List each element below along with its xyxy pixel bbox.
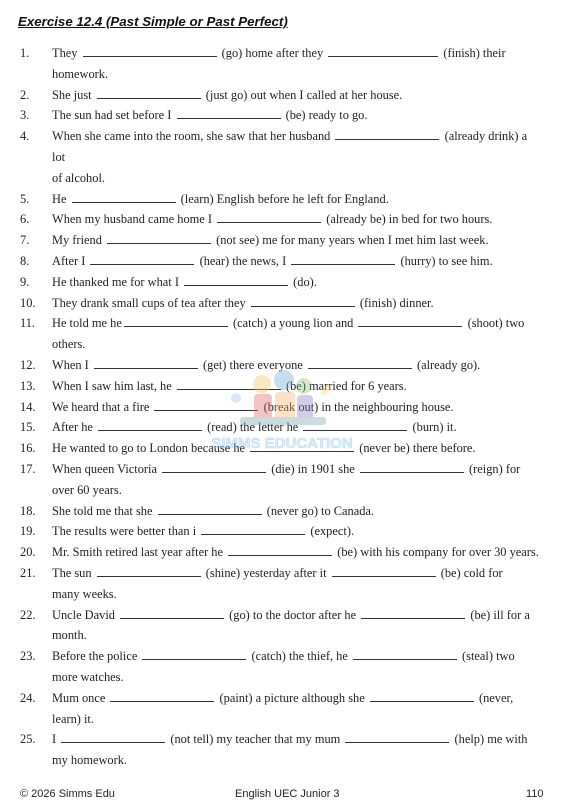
answer-blank[interactable]	[303, 418, 407, 431]
item-text: Mum once	[52, 690, 109, 705]
item-line	[52, 480, 539, 501]
item-text: (catch) the thief, he	[248, 649, 351, 664]
item-text: (be) married for 6 years.	[282, 378, 407, 393]
answer-blank[interactable]	[184, 273, 288, 286]
item-number: 21.	[20, 565, 36, 580]
item-text: We heard that a fire	[52, 399, 153, 414]
item-line	[52, 563, 539, 584]
item-text: He wanted to go to London because he	[52, 441, 249, 456]
item-text: others.	[52, 337, 86, 352]
item-number: 20.	[20, 545, 36, 560]
item-line	[52, 646, 539, 667]
answer-blank[interactable]	[308, 356, 412, 369]
exercise-item	[0, 313, 561, 355]
item-line	[52, 397, 539, 418]
item-line	[52, 126, 539, 168]
item-text: When she came into the room, she saw that her husband	[52, 129, 334, 144]
item-number: 13.	[20, 378, 36, 393]
item-line	[52, 584, 539, 605]
exercise-item	[0, 126, 561, 188]
answer-blank[interactable]	[158, 502, 262, 515]
item-number: 8.	[20, 253, 30, 268]
exercise-item	[0, 646, 561, 688]
answer-blank[interactable]	[370, 689, 474, 702]
answer-blank[interactable]	[142, 647, 246, 660]
item-number: 2.	[20, 87, 30, 102]
watermark-text: SIMMS EDUCATION	[211, 435, 353, 452]
item-text: (do).	[290, 274, 317, 289]
exercise-item	[0, 209, 561, 230]
item-line	[52, 168, 539, 189]
item-line	[52, 542, 539, 563]
item-line	[52, 605, 539, 626]
page-number: 110	[526, 788, 544, 800]
answer-blank[interactable]	[353, 647, 457, 660]
item-text: (already go).	[413, 357, 481, 372]
item-number: 1.	[20, 46, 30, 60]
exercise-item	[0, 542, 561, 563]
item-text: The results were better than i	[52, 524, 200, 539]
item-number: 14.	[20, 399, 36, 414]
item-text: of alcohol.	[52, 170, 105, 185]
answer-blank[interactable]	[332, 564, 436, 577]
item-line	[52, 272, 539, 293]
exercise-item	[0, 189, 561, 210]
item-text: (already drink) a lot	[52, 129, 531, 164]
answer-blank[interactable]	[177, 377, 281, 390]
item-number: 9.	[20, 274, 30, 289]
item-text: Before the police	[52, 649, 141, 664]
item-text: Uncle David	[52, 607, 119, 622]
answer-blank[interactable]	[120, 606, 224, 619]
item-line	[52, 709, 539, 730]
answer-blank[interactable]	[328, 44, 438, 57]
answer-blank[interactable]	[98, 418, 202, 431]
answer-blank[interactable]	[154, 398, 258, 411]
exercise-item	[0, 417, 561, 438]
item-text: She told me that she	[52, 503, 156, 518]
answer-blank[interactable]	[107, 231, 211, 244]
item-text: (go) home after they	[218, 46, 327, 60]
answer-blank[interactable]	[177, 106, 281, 119]
item-text: (be) ready to go.	[282, 108, 368, 123]
item-text: (not tell) my teacher that my mum	[167, 732, 344, 747]
item-text: (hurry) to see him.	[397, 253, 493, 268]
item-line	[52, 43, 539, 85]
exercise-item	[0, 501, 561, 522]
exercise-item	[0, 729, 561, 771]
item-number: 7.	[20, 233, 30, 248]
item-text: (get) there everyone	[199, 357, 306, 372]
item-text: over 60 years.	[52, 482, 122, 497]
item-text: (learn) English before he left for England.	[177, 191, 389, 206]
item-text: They drank small cups of tea after they	[52, 295, 249, 310]
item-line	[52, 334, 539, 355]
item-number: 10.	[20, 295, 36, 310]
item-text: When my husband came home I	[52, 212, 216, 227]
item-line	[52, 417, 539, 438]
item-text: (break out) in the neighbouring house.	[260, 399, 454, 414]
item-number: 22.	[20, 607, 36, 622]
item-line	[52, 355, 539, 376]
item-text: (be) with his company for over 30 years.	[334, 545, 539, 560]
item-line	[52, 729, 539, 750]
exercise-item	[0, 230, 561, 251]
answer-blank[interactable]	[345, 730, 449, 743]
item-line	[52, 209, 539, 230]
item-text: (never be) there before.	[356, 441, 476, 456]
item-line	[52, 625, 539, 646]
item-text: (shoot) two	[464, 316, 525, 331]
item-text: (hear) the news, I	[196, 253, 290, 268]
answer-blank[interactable]	[83, 44, 217, 57]
exercise-item	[0, 251, 561, 272]
item-line	[52, 750, 539, 771]
item-line	[52, 251, 539, 272]
item-number: 18.	[20, 503, 36, 518]
item-line	[52, 438, 539, 459]
item-line	[52, 189, 539, 210]
item-line	[52, 230, 539, 251]
item-text: They	[52, 46, 81, 60]
item-text: month.	[52, 628, 87, 643]
item-text: many weeks.	[52, 586, 117, 601]
item-text: (paint) a picture although she	[216, 690, 368, 705]
item-text: He told me he	[52, 316, 122, 331]
item-number: 25.	[20, 732, 36, 747]
item-text: more watches.	[52, 669, 124, 684]
item-text: (be) ill for a	[467, 607, 530, 622]
exercise-item	[0, 521, 561, 542]
item-text: (not see) me for many years when I met him last week.	[213, 233, 489, 248]
item-text: After I	[52, 253, 89, 268]
item-text: My friend	[52, 233, 105, 248]
item-number: 5.	[20, 191, 30, 206]
exercise-item	[0, 397, 561, 418]
item-line	[52, 85, 539, 106]
item-number: 19.	[20, 524, 36, 539]
item-text: (burn) it.	[409, 420, 457, 435]
item-text: (just go) out when I called at her house.	[202, 87, 403, 102]
item-line	[52, 459, 539, 480]
item-number: 23.	[20, 649, 36, 664]
exercise-item	[0, 563, 561, 605]
answer-blank[interactable]	[250, 439, 354, 452]
item-number: 12.	[20, 357, 36, 372]
item-text: (be) cold for	[437, 565, 503, 580]
item-text: (never go) to Canada.	[263, 503, 375, 518]
item-text: (finish) dinner.	[356, 295, 434, 310]
item-line	[52, 293, 539, 314]
item-text: The sun had set before I	[52, 108, 175, 123]
item-text: (expect).	[307, 524, 355, 539]
item-number: 3.	[20, 108, 30, 123]
item-number: 16.	[20, 441, 36, 456]
item-text: He	[52, 191, 70, 206]
answer-blank[interactable]	[228, 543, 332, 556]
exercise-item	[0, 376, 561, 397]
item-text: I	[52, 732, 60, 747]
answer-blank[interactable]	[251, 294, 355, 307]
footer-copyright: © 2026 Simms Edu	[20, 788, 115, 800]
item-number: 11.	[20, 316, 36, 331]
item-number: 24.	[20, 690, 36, 705]
exercise-list	[0, 43, 561, 771]
exercise-item	[0, 293, 561, 314]
exercise-item	[0, 272, 561, 293]
item-line	[52, 521, 539, 542]
item-text: When queen Victoria	[52, 461, 161, 476]
exercise-item	[0, 459, 561, 501]
item-text: (go) to the doctor after he	[226, 607, 360, 622]
exercise-item	[0, 605, 561, 647]
answer-blank[interactable]	[97, 86, 201, 99]
item-text: my homework.	[52, 753, 128, 768]
answer-blank[interactable]	[291, 252, 395, 265]
item-text: The sun	[52, 565, 95, 580]
item-text: When I	[52, 357, 92, 372]
item-text: (help) me with	[451, 732, 528, 747]
item-text: (catch) a young lion and	[229, 316, 357, 331]
answer-blank[interactable]	[61, 730, 165, 743]
item-number: 15.	[20, 420, 36, 435]
exercise-item	[0, 105, 561, 126]
item-text: Mr. Smith retired last year after he	[52, 545, 227, 560]
item-text: (read) the letter he	[204, 420, 302, 435]
exercise-item	[0, 438, 561, 459]
answer-blank[interactable]	[94, 356, 198, 369]
item-text: She just	[52, 87, 95, 102]
answer-blank[interactable]	[335, 127, 439, 140]
answer-blank[interactable]	[217, 210, 321, 223]
item-text: (finish) their homework.	[52, 46, 509, 81]
exercise-item	[0, 355, 561, 376]
item-line	[52, 688, 539, 709]
item-text: (shine) yesterday after it	[202, 565, 330, 580]
item-text: (reign) for	[465, 461, 521, 476]
item-text: learn) it.	[52, 711, 94, 726]
item-text: After he	[52, 420, 97, 435]
exercise-item	[0, 688, 561, 730]
item-text: (die) in 1901 she	[268, 461, 358, 476]
item-number: 17.	[20, 461, 36, 476]
answer-blank[interactable]	[97, 564, 201, 577]
item-line	[52, 501, 539, 522]
item-text: (never,	[475, 690, 514, 705]
answer-blank[interactable]	[162, 460, 266, 473]
answer-blank[interactable]	[124, 314, 228, 327]
item-line	[52, 376, 539, 397]
item-number: 6.	[20, 212, 30, 227]
item-line	[52, 667, 539, 688]
answer-blank[interactable]	[361, 606, 465, 619]
item-text: (steal) two	[458, 649, 515, 664]
exercise-title: Exercise 12.4 (Past Simple or Past Perfect)	[18, 14, 288, 29]
exercise-item	[0, 43, 561, 85]
answer-blank[interactable]	[110, 689, 214, 702]
answer-blank[interactable]	[201, 522, 305, 535]
item-line	[52, 313, 539, 334]
footer-book-title: English UEC Junior 3	[235, 788, 340, 800]
answer-blank[interactable]	[90, 252, 194, 265]
item-number: 4.	[20, 129, 30, 144]
exercise-item	[0, 85, 561, 106]
answer-blank[interactable]	[358, 314, 462, 327]
item-text: (already be) in bed for two hours.	[323, 212, 493, 227]
item-text: He thanked me for what I	[52, 274, 183, 289]
item-text: When I saw him last, he	[52, 378, 175, 393]
answer-blank[interactable]	[360, 460, 464, 473]
answer-blank[interactable]	[72, 190, 176, 203]
item-line	[52, 105, 539, 126]
